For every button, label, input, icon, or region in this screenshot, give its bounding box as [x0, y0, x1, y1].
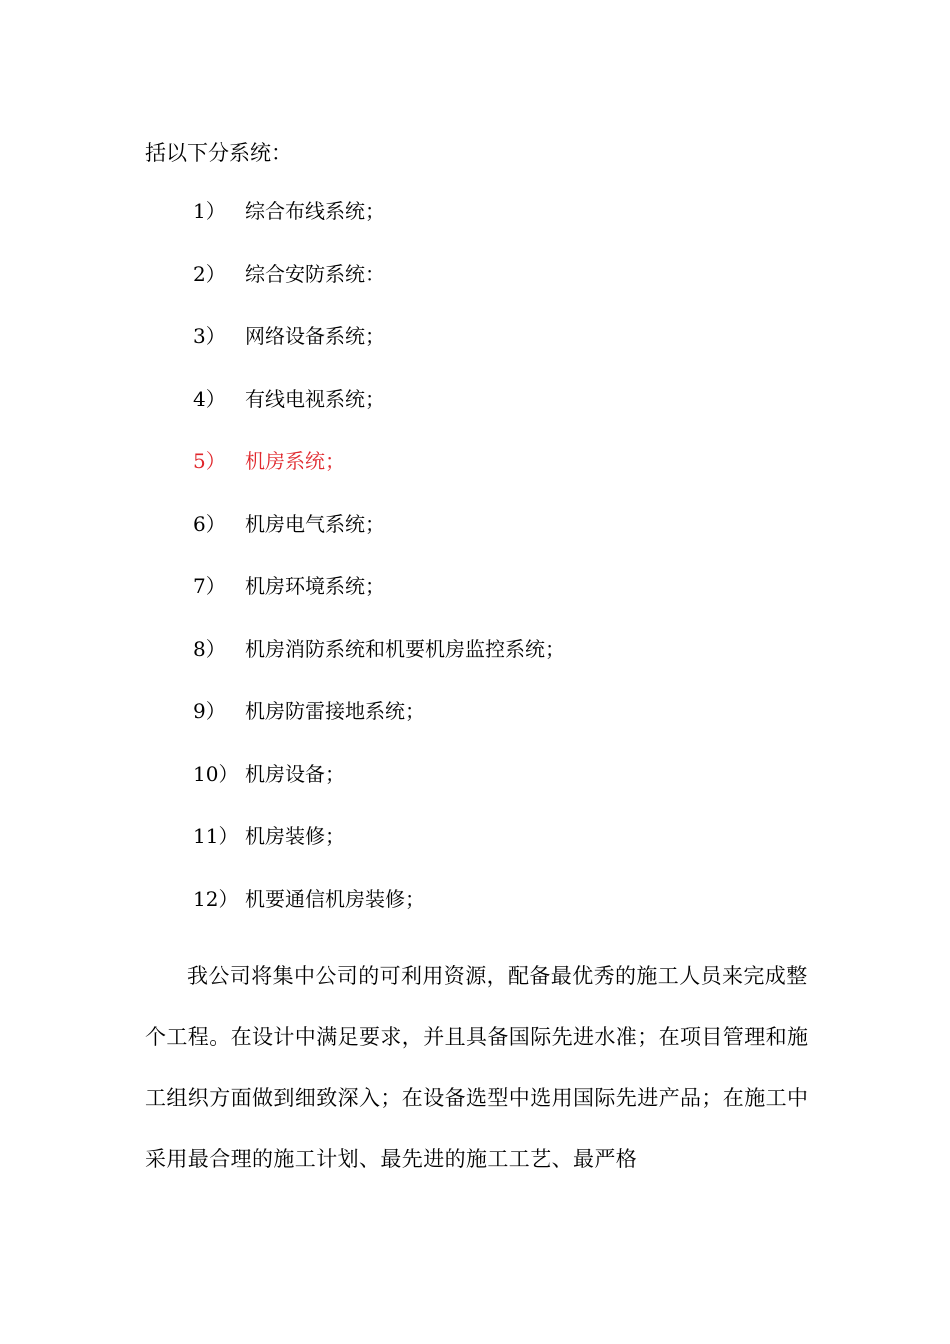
- list-item-number: 6）: [193, 511, 226, 536]
- body-paragraph: 我公司将集中公司的可利用资源，配备最优秀的施工人员来完成整个工程。在设计中满足要求，并且具备国际先进水准；在项目管理和施工组织方面做到细致深入；在设备选型中选用国际先进产品；在施工中采用最合理的施工计划、最先进的施工工艺、最严格: [145, 964, 809, 1171]
- list-item-number: 11）: [193, 824, 239, 848]
- list-item: [193, 571, 565, 634]
- list-item: [193, 509, 565, 572]
- list-item-number: 2）: [193, 261, 226, 286]
- list-item-number: 12）: [193, 886, 239, 911]
- list-item-number: 7）: [193, 574, 226, 598]
- list-item-number: 5）: [193, 449, 226, 473]
- list-item-text: 综合布线系统；: [245, 199, 385, 223]
- list-item: [193, 634, 565, 697]
- list-item-text: 机房电气系统；: [245, 511, 385, 536]
- list-item-number: 8）: [193, 636, 226, 661]
- list-item-text: 机房防雷接地系统；: [245, 699, 425, 723]
- list-item-text: 机房系统；: [245, 449, 345, 473]
- list-item-number: 10）: [193, 761, 239, 786]
- list-item-number: 9）: [193, 699, 226, 723]
- list-item-text: 机要通信机房装修；: [245, 886, 425, 911]
- list-item: [193, 196, 565, 259]
- subsystem-list: [193, 196, 565, 946]
- list-item: [193, 384, 565, 447]
- list-item-text: 机房消防系统和机要机房监控系统；: [245, 636, 565, 661]
- list-item-text: 机房设备；: [245, 761, 345, 786]
- list-item-number: 3）: [193, 324, 226, 348]
- list-item-number: 1）: [193, 199, 226, 223]
- list-item-text: 机房装修；: [245, 824, 345, 848]
- list-item: [193, 321, 565, 384]
- intro-line: 括以下分系统：: [145, 141, 292, 165]
- list-item: [193, 259, 565, 322]
- list-item: [193, 696, 565, 759]
- list-item-text: 有线电视系统；: [245, 386, 385, 411]
- list-item-text: 机房环境系统；: [245, 574, 385, 598]
- list-item: [193, 759, 565, 822]
- list-item: [193, 821, 565, 884]
- list-item-text: 网络设备系统；: [245, 324, 385, 348]
- list-item-number: 4）: [193, 386, 226, 411]
- list-item-highlighted: [193, 446, 565, 509]
- list-item-text: 综合安防系统：: [245, 261, 385, 286]
- list-item: [193, 884, 565, 947]
